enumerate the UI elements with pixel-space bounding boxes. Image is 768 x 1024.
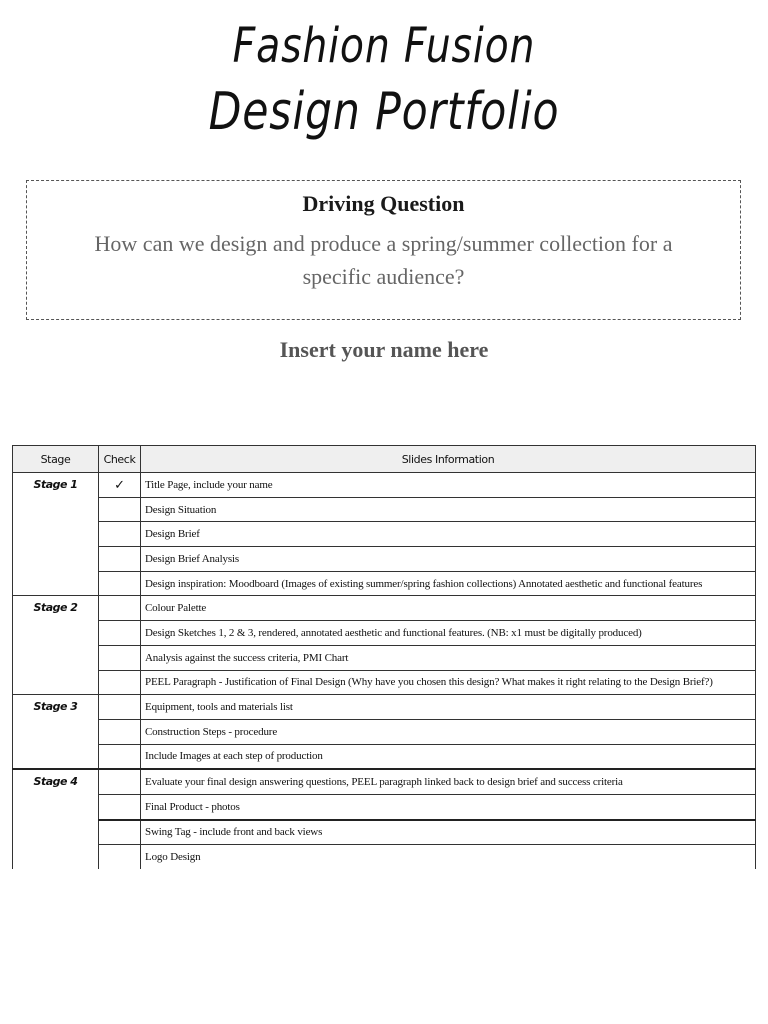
info-cell: Analysis against the success criteria, PMI Chart (141, 645, 756, 670)
stage-header: Stage (13, 446, 99, 473)
driving-question-text: How can we design and produce a spring/summer collection for a specific audience? (94, 231, 673, 289)
info-cell: Design inspiration: Moodboard (Images of existing summer/spring fashion collections) Annotated aesthetic and functional features (141, 571, 756, 596)
driving-question-box (26, 180, 741, 320)
info-cell: Design Sketches 1, 2 & 3, rendered, annotated aesthetic and functional features. (NB: x1 must be digitally produced) (141, 621, 756, 646)
check-cell[interactable] (99, 522, 141, 547)
info-cell: Include Images at each step of production (141, 744, 756, 769)
check-cell[interactable] (99, 571, 141, 596)
table-row (13, 794, 756, 819)
stage-label: Stage 4 (13, 769, 99, 869)
info-cell: Design Brief Analysis (141, 547, 756, 572)
table-row (13, 522, 756, 547)
stage-label: Stage 1 (13, 473, 99, 596)
check-cell[interactable] (99, 820, 141, 845)
check-cell[interactable] (99, 670, 141, 695)
info-cell: Evaluate your final design answering questions, PEEL paragraph linked back to design brief and success criteria (141, 769, 756, 794)
table-row (13, 695, 756, 720)
table-header-row (13, 446, 756, 473)
info-cell: Final Product - photos (141, 794, 756, 819)
table-row (13, 473, 756, 498)
table-row (13, 820, 756, 845)
info-cell: Construction Steps - procedure (141, 719, 756, 744)
info-header: Slides Information (141, 446, 756, 473)
check-cell[interactable] (99, 621, 141, 646)
table-row (13, 845, 756, 869)
title-line-1: Fashion Fusion (232, 18, 536, 74)
stage-label: Stage 3 (13, 695, 99, 770)
info-cell: Design Situation (141, 497, 756, 522)
name-placeholder[interactable]: Insert your name here (279, 337, 489, 362)
table-row (13, 497, 756, 522)
check-cell[interactable] (99, 719, 141, 744)
table-row (13, 621, 756, 646)
info-cell: Equipment, tools and materials list (141, 695, 756, 720)
check-cell[interactable] (99, 497, 141, 522)
slides-checklist-table (12, 445, 756, 869)
info-cell: PEEL Paragraph - Justification of Final Design (Why have you chosen this design? What makes it right relating to the Design Brief?) (141, 670, 756, 695)
check-cell[interactable] (99, 769, 141, 794)
table-row (13, 645, 756, 670)
table-row (13, 571, 756, 596)
driving-question-heading: Driving Question (302, 191, 465, 216)
info-cell: Swing Tag - include front and back views (141, 820, 756, 845)
check-cell[interactable]: ✓ (99, 473, 141, 498)
stage-label: Stage 2 (13, 596, 99, 695)
check-cell[interactable] (99, 547, 141, 572)
table-row (13, 744, 756, 769)
check-cell[interactable] (99, 744, 141, 769)
info-cell: Title Page, include your name (141, 473, 756, 498)
check-header: Check (99, 446, 141, 473)
table-row (13, 670, 756, 695)
info-cell: Design Brief (141, 522, 756, 547)
check-cell[interactable] (99, 596, 141, 621)
table-row (13, 769, 756, 794)
table-row (13, 547, 756, 572)
table-row (13, 719, 756, 744)
check-cell[interactable] (99, 794, 141, 819)
table-row (13, 596, 756, 621)
check-cell[interactable] (99, 845, 141, 869)
info-cell: Colour Palette (141, 596, 756, 621)
title-line-2: Design Portfolio (208, 82, 560, 142)
info-cell: Logo Design (141, 845, 756, 869)
check-cell[interactable] (99, 695, 141, 720)
check-cell[interactable] (99, 645, 141, 670)
